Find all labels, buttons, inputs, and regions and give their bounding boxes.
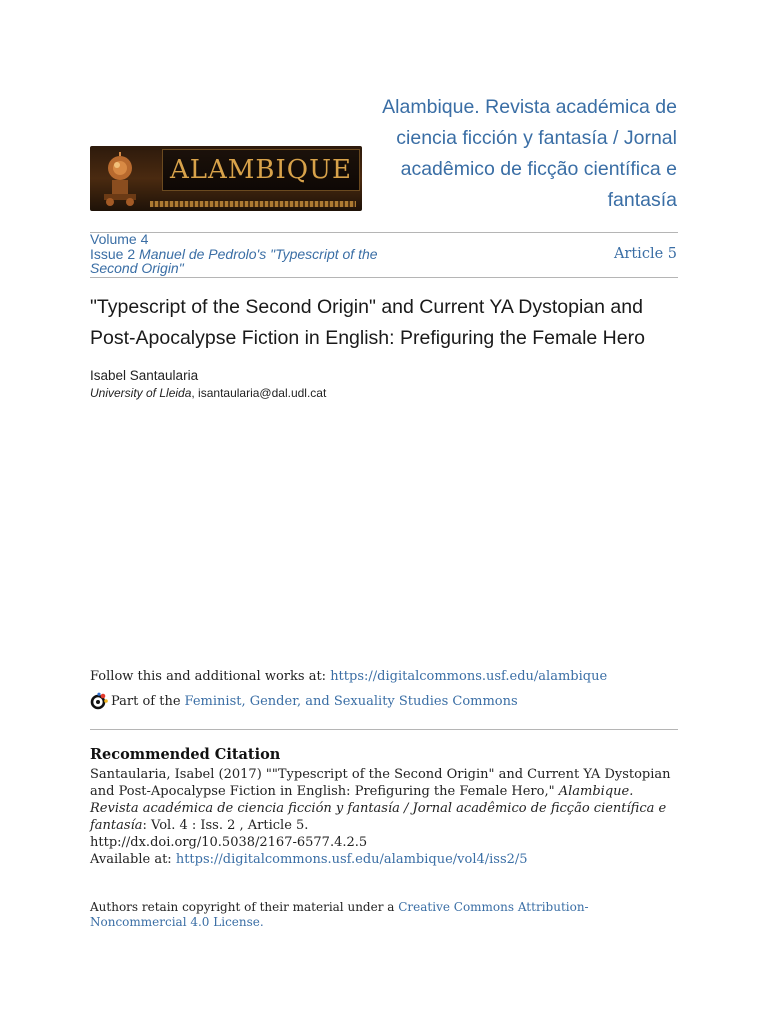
article-title: "Typescript of the Second Origin" and Current YA Dystopian and Post-Apocalypse Fiction in English: Prefiguring the Female Hero <box>90 296 645 349</box>
robot-illustration <box>98 150 142 208</box>
available-url-link[interactable]: https://digitalcommons.usf.edu/alambique/vol4/iss2/5 <box>175 852 528 867</box>
network-commons-icon <box>90 692 108 710</box>
divider-bottom <box>90 277 678 278</box>
part-of-label: Part of the <box>111 693 181 709</box>
follow-url-link[interactable]: https://digitalcommons.usf.edu/alambique <box>330 669 608 684</box>
license-note <box>90 900 680 930</box>
author-affiliation <box>90 386 326 400</box>
divider-citation <box>90 729 678 730</box>
citation-main: Santaularia, Isabel (2017) ""Typescript of the Second Origin" and Current YA Dystopian and Post-Apocalypse Fiction in English: Prefiguring the Female Hero," <box>90 767 671 799</box>
logo-strip <box>150 201 356 207</box>
author-email: , isantaularia@dal.udl.cat <box>191 386 327 400</box>
volume-link[interactable]: Volume 4 <box>90 231 149 247</box>
part-of-line <box>90 692 518 710</box>
commons-link[interactable]: Feminist, Gender, and Sexuality Studies Commons <box>184 693 518 709</box>
logo-wordmark: ALAMBIQUE <box>162 149 360 191</box>
follow-label: Follow this and additional works at: <box>90 669 331 684</box>
citation-text <box>90 766 680 868</box>
license-text: Authors retain copyright of their material under a <box>90 900 399 914</box>
citation-journal: Alambique. Revista académica de ciencia ficción y fantasía / Jornal acadêmico de ficção científica e fantasía <box>90 784 667 833</box>
issue-line[interactable] <box>90 247 420 276</box>
available-label: Available at: <box>90 852 176 867</box>
license-link[interactable]: Creative Commons Attribution-Noncommercial 4.0 License. <box>90 900 589 929</box>
author-name: Isabel Santaularia <box>90 368 199 383</box>
affiliation-name: University of Lleida <box>90 386 192 400</box>
citation-doi: http://dx.doi.org/10.5038/2167-6577.4.2.5 <box>90 835 368 850</box>
issue-prefix: Issue 2 <box>90 245 136 262</box>
issue-title: Manuel de Pedrolo's "Typescript of the Second Origin" <box>90 245 378 276</box>
article-number-link[interactable]: Article 5 <box>613 246 677 262</box>
issue-info <box>90 232 420 276</box>
recommended-citation-heading: Recommended Citation <box>90 746 281 763</box>
journal-title-link[interactable]: Alambique. Revista académica de ciencia ficción y fantasía / Jornal acadêmico de ficção científica e fantasía <box>382 96 677 211</box>
citation-volume: : Vol. 4 : Iss. 2 , Article 5. <box>142 818 309 833</box>
follow-line <box>90 669 607 684</box>
journal-logo[interactable] <box>90 146 362 211</box>
